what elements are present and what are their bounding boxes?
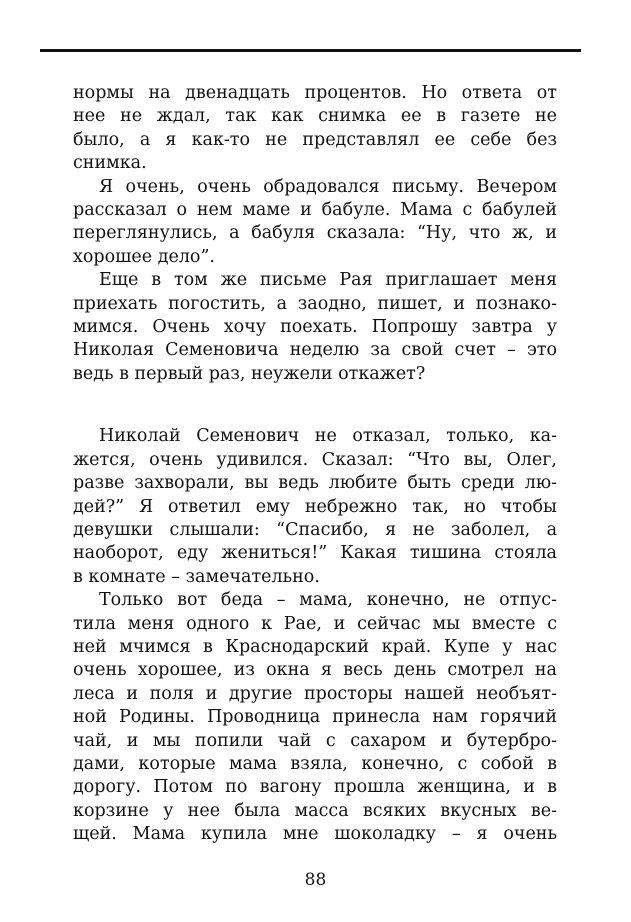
paragraph-2 xyxy=(73,176,557,270)
text-line: мимся. Очень хочу поехать. Попрошу завтра у xyxy=(73,317,557,338)
text-line: девушки слышали: “Спасибо, я не заболел, а xyxy=(73,519,557,540)
text-line: Николая Семеновича неделю за свой счет – это xyxy=(73,340,557,361)
text-line: Только вот беда – мама, конечно, не отпус- xyxy=(99,590,557,611)
text-line: жется, очень удивился. Сказал: “Что вы, Олег, xyxy=(73,449,557,470)
text-line: ведь в первый раз, неужели откажет? xyxy=(73,363,426,384)
text-line: чай, и мы попили чай с сахаром и бутербро- xyxy=(73,730,557,751)
page-body xyxy=(73,82,557,847)
text-line: рассказал о нем маме и бабуле. Мама с бабулей xyxy=(73,200,557,221)
text-line: наоборот, еду жениться!” Какая тишина стояла xyxy=(73,543,557,564)
text-line: тила меня одного к Рае, и сейчас мы вместе с xyxy=(73,613,557,634)
paragraph-4 xyxy=(73,425,557,589)
text-line: хорошее дело”. xyxy=(73,246,215,267)
header-rule xyxy=(40,49,581,52)
paragraph-5 xyxy=(73,589,557,846)
text-line: снимка. xyxy=(73,153,147,174)
text-line: дами, которые мама взяла, конечно, с собой в xyxy=(73,753,557,774)
text-line: переглянулись, а бабуля сказала: “Ну, что ж, и xyxy=(73,223,557,244)
text-line: нормы на двенадцать процентов. Но ответа от xyxy=(73,83,557,103)
text-line: приехать погостить, а заодно, пишет, и познако- xyxy=(73,293,557,314)
text-line: леса и поля и другие просторы нашей необъят- xyxy=(73,683,557,704)
page-number: 88 xyxy=(304,870,327,890)
text-line: очень хорошее, из окна я весь день смотрел на xyxy=(73,660,557,681)
text-line: в комнате – замечательно. xyxy=(73,566,320,587)
text-line: Я очень, очень обрадовался письму. Вечером xyxy=(99,176,557,197)
text-line: корзине у нее была масса всяких вкусных ве- xyxy=(73,800,557,821)
text-line: щей. Мама купила мне шоколадку – я очень xyxy=(73,824,557,845)
text-line: Николай Семенович не отказал, только, ка- xyxy=(99,426,557,447)
text-line: было, а я как-то не представлял ее себе без xyxy=(73,129,557,150)
text-line: разве захворали, вы ведь любите быть среди лю- xyxy=(73,473,557,494)
paragraph-3 xyxy=(73,269,557,386)
text-line: ней мчимся в Краснодарский край. Купе у нас xyxy=(73,636,557,657)
text-line: ной Родины. Проводница принесла нам горячий xyxy=(73,707,557,728)
section-break xyxy=(73,386,557,425)
text-line: дорогу. Потом по вагону прошла женщина, и в xyxy=(73,777,557,798)
text-line: нее не ждал, так как снимка ее в газете не xyxy=(73,106,557,127)
text-line: Еще в том же письме Рая приглашает меня xyxy=(99,270,557,291)
text-line: дей?” Я ответил ему небрежно так, но чтобы xyxy=(73,496,557,517)
paragraph-1 xyxy=(73,82,557,176)
